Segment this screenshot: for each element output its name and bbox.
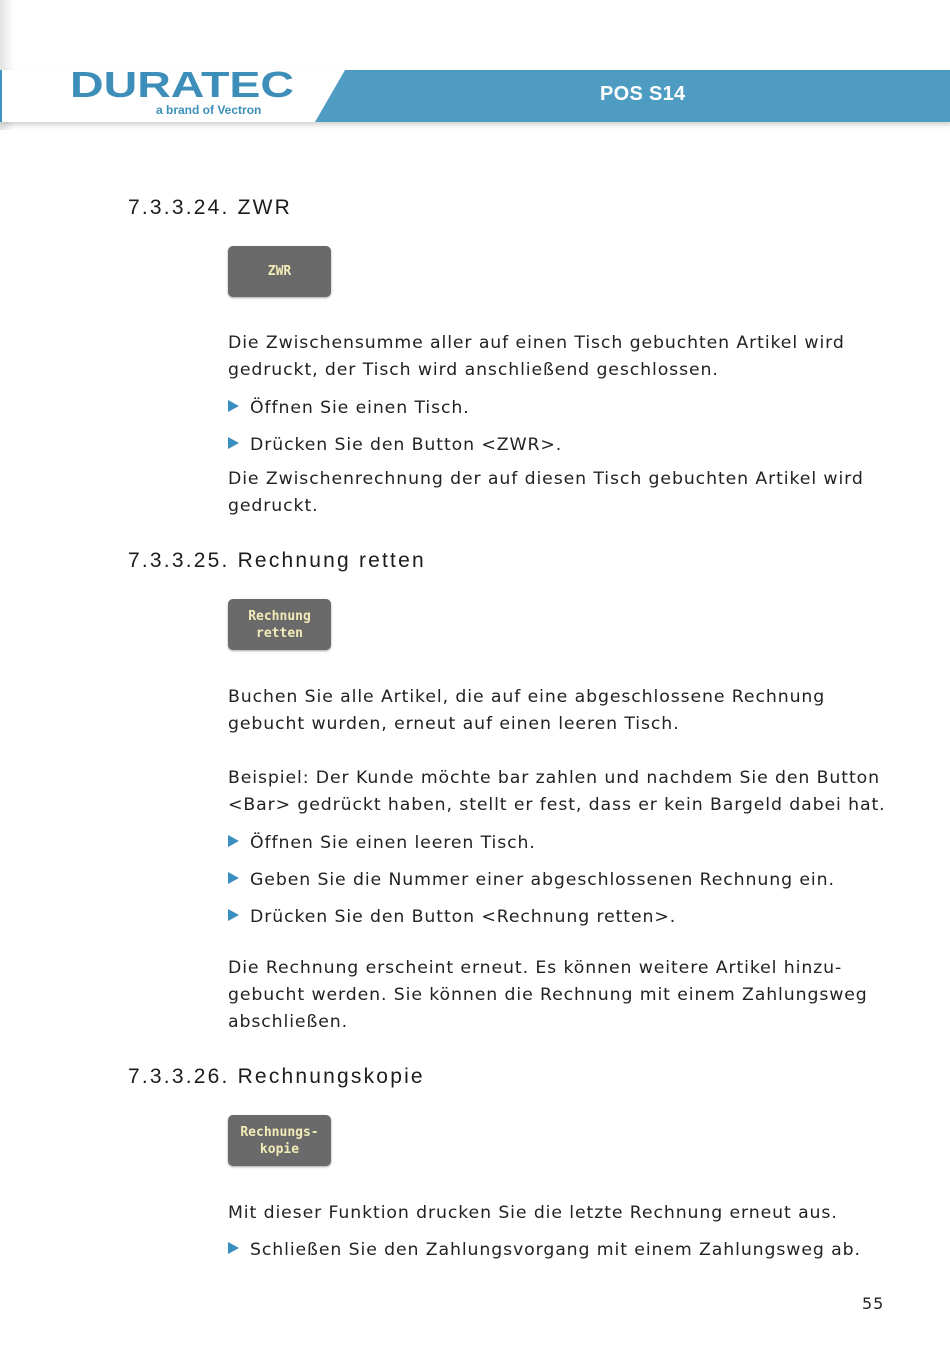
retten-result-line-3: abschließen. [228, 1012, 349, 1032]
bullet-triangle-icon [228, 872, 239, 884]
zwr-result-line-1: Die Zwischenrechnung der auf diesen Tisch gebuchten Artikel wird [228, 469, 864, 489]
bullet-triangle-icon [228, 400, 239, 412]
zwr-result-line-2: gedruckt. [228, 496, 319, 516]
retten-example-line-2: <Bar> gedrückt haben, stellt er fest, dass er kein Bargeld dabei hat. [228, 795, 886, 815]
retten-step-2-text: Geben Sie die Nummer einer abgeschlossenen Rechnung ein. [250, 870, 835, 890]
duratec-logo [70, 68, 296, 102]
zwr-intro-line-2: gedruckt, der Tisch wird anschließend geschlossen. [228, 360, 719, 380]
page-header [0, 0, 950, 130]
zwr-intro-line-1: Die Zwischensumme aller auf einen Tisch gebuchten Artikel wird [228, 333, 845, 353]
rechnungskopie-button: Rechnungs- kopie [228, 1115, 331, 1166]
retten-result-line-2: gebucht werden. Sie können die Rechnung mit einem Zahlungsweg [228, 985, 868, 1005]
zwr-step-2-text: Drücken Sie den Button <ZWR>. [250, 435, 563, 455]
zwr-step-2 [228, 432, 878, 459]
bullet-triangle-icon [228, 437, 239, 449]
zwr-step-1-text: Öffnen Sie einen Tisch. [250, 398, 470, 418]
retten-result-line-1: Die Rechnung erscheint erneut. Es können weitere Artikel hinzu- [228, 958, 843, 978]
kopie-intro-line-1: Mit dieser Funktion drucken Sie die letzte Rechnung erneut aus. [228, 1203, 838, 1223]
retten-step-2 [228, 867, 878, 894]
retten-step-3 [228, 904, 878, 931]
zwr-button: ZWR [228, 246, 331, 297]
bullet-triangle-icon [228, 835, 239, 847]
retten-intro-line-2: gebucht wurden, erneut auf einen leeren Tisch. [228, 714, 680, 734]
bullet-triangle-icon [228, 1242, 239, 1254]
kopie-step-1 [228, 1237, 878, 1264]
retten-step-1 [228, 830, 878, 857]
zwr-step-1 [228, 395, 878, 422]
page-number: 55 [862, 1294, 885, 1313]
brand-logo-text: DURATEC [70, 68, 294, 102]
bullet-triangle-icon [228, 909, 239, 921]
brand-tagline: a brand of Vectron [156, 103, 262, 117]
section-heading-rechnungskopie: 7.3.3.26. Rechnungskopie [128, 1065, 425, 1088]
kopie-step-1-text: Schließen Sie den Zahlungsvorgang mit einem Zahlungsweg ab. [250, 1240, 861, 1260]
section-heading-rechnung-retten: 7.3.3.25. Rechnung retten [128, 549, 426, 572]
product-title: POS S14 [600, 83, 686, 105]
retten-step-3-text: Drücken Sie den Button <Rechnung retten>. [250, 907, 677, 927]
retten-intro-line-1: Buchen Sie alle Artikel, die auf eine abgeschlossene Rechnung [228, 687, 826, 707]
rechnung-retten-button: Rechnung retten [228, 599, 331, 650]
retten-example-line-1: Beispiel: Der Kunde möchte bar zahlen und nachdem Sie den Button [228, 768, 880, 788]
retten-step-1-text: Öffnen Sie einen leeren Tisch. [250, 833, 536, 853]
section-heading-zwr: 7.3.3.24. ZWR [128, 196, 292, 219]
